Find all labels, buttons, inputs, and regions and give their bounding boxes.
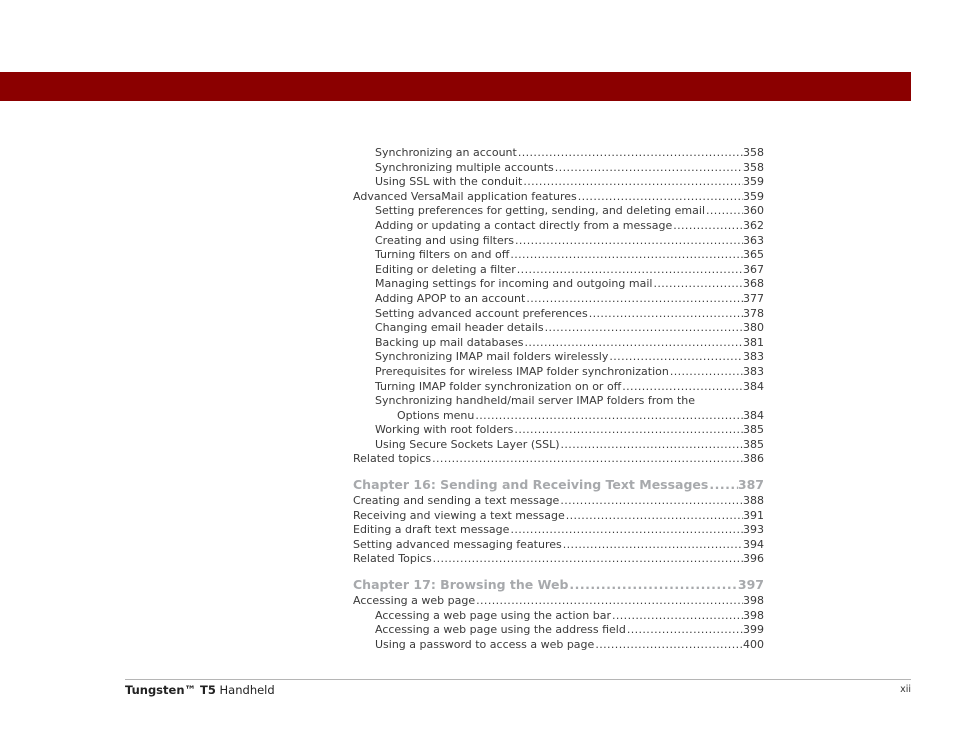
toc-entry-title: Editing or deleting a filter bbox=[375, 262, 516, 276]
toc-entry[interactable] bbox=[353, 365, 764, 380]
footer-product-bold: Tungsten™ T5 bbox=[125, 683, 216, 697]
toc-entry-title: Receiving and viewing a text message bbox=[353, 508, 565, 522]
dot-leader bbox=[516, 263, 743, 278]
toc-entry-page: 385 bbox=[743, 437, 764, 451]
toc-entry[interactable] bbox=[353, 307, 764, 322]
toc-entry-page: 398 bbox=[743, 594, 764, 608]
toc-entry-title: Synchronizing an account bbox=[375, 146, 517, 159]
toc-entry-title: Synchronizing handheld/mail server IMAP folders from the bbox=[375, 394, 696, 408]
dot-leader bbox=[525, 292, 743, 307]
dot-leader bbox=[672, 219, 743, 234]
footer-page-number: xii bbox=[900, 684, 911, 695]
toc-entry[interactable] bbox=[353, 175, 764, 190]
dot-leader bbox=[513, 423, 743, 438]
dot-leader bbox=[475, 594, 743, 609]
footer-product-name bbox=[125, 683, 275, 697]
dot-leader bbox=[708, 477, 738, 493]
table-of-contents bbox=[353, 146, 764, 652]
toc-entry[interactable] bbox=[353, 350, 764, 365]
dot-leader bbox=[705, 204, 743, 219]
toc-entry-title: Setting advanced messaging features bbox=[353, 537, 562, 551]
toc-entry[interactable] bbox=[353, 538, 764, 553]
toc-entry-page: 378 bbox=[743, 306, 764, 320]
toc-entry[interactable] bbox=[353, 552, 764, 567]
toc-entry-page: 368 bbox=[743, 277, 764, 291]
toc-entry-title: Setting preferences for getting, sending, and deleting email bbox=[375, 204, 705, 218]
toc-section-1 bbox=[353, 146, 764, 394]
chapter-17-entries bbox=[353, 594, 764, 652]
toc-entry-page: 358 bbox=[743, 160, 764, 174]
toc-entry[interactable] bbox=[353, 277, 764, 292]
dot-leader bbox=[568, 577, 738, 593]
dot-leader bbox=[611, 609, 743, 624]
toc-entry[interactable] bbox=[353, 190, 764, 205]
toc-entry-page: 388 bbox=[743, 494, 764, 508]
toc-entry-page: 391 bbox=[743, 508, 764, 522]
toc-entry-title: Adding or updating a contact directly from a message bbox=[375, 218, 673, 232]
toc-entry-page: 381 bbox=[743, 335, 764, 349]
dot-leader bbox=[621, 380, 743, 395]
toc-entry-title: Advanced VersaMail application features bbox=[353, 189, 577, 203]
toc-entry-title: Turning filters on and off bbox=[375, 248, 510, 262]
toc-entry-page: 359 bbox=[743, 189, 764, 203]
toc-entry-title: Creating and using filters bbox=[375, 233, 515, 247]
toc-entry[interactable] bbox=[353, 234, 764, 249]
toc-entry-title: Synchronizing IMAP mail folders wirelessly bbox=[375, 350, 609, 364]
toc-entry[interactable] bbox=[353, 292, 764, 307]
chapter-title: Chapter 16: Sending and Receiving Text Messages bbox=[353, 477, 709, 493]
toc-entry[interactable] bbox=[353, 380, 764, 395]
toc-entry-title: Accessing a web page using the action bar bbox=[375, 608, 611, 622]
toc-entry-title: Backing up mail databases bbox=[375, 335, 524, 349]
toc-entry-title: Changing email header details bbox=[375, 321, 544, 335]
dot-leader bbox=[431, 452, 743, 467]
toc-entry-title: Creating and sending a text message bbox=[353, 494, 560, 508]
toc-entry-title: Options menu bbox=[397, 408, 475, 422]
dot-leader bbox=[588, 307, 743, 322]
toc-entry[interactable] bbox=[353, 219, 764, 234]
chapter-16-heading[interactable] bbox=[353, 477, 764, 493]
dot-leader bbox=[554, 161, 743, 176]
toc-entry-page: 377 bbox=[743, 291, 764, 305]
toc-entry[interactable] bbox=[353, 594, 764, 609]
dot-leader bbox=[514, 234, 743, 249]
toc-entry-page: 383 bbox=[743, 364, 764, 378]
toc-entry[interactable] bbox=[353, 204, 764, 219]
header-bar bbox=[0, 72, 911, 101]
toc-entry-page: 384 bbox=[743, 379, 764, 393]
footer-rule bbox=[125, 679, 911, 680]
toc-entry-page: 380 bbox=[743, 321, 764, 335]
toc-entry-page: 396 bbox=[743, 552, 764, 566]
toc-entry-page: 365 bbox=[743, 248, 764, 262]
dot-leader bbox=[626, 623, 743, 638]
toc-entry[interactable] bbox=[353, 638, 764, 653]
chapter-title: Chapter 17: Browsing the Web bbox=[353, 577, 569, 593]
toc-entry-title: Using SSL with the conduit bbox=[375, 175, 523, 189]
toc-entry-title: Accessing a web page bbox=[353, 594, 476, 608]
toc-entry-page: 360 bbox=[743, 204, 764, 218]
toc-entry-title: Synchronizing multiple accounts bbox=[375, 160, 554, 174]
dot-leader bbox=[523, 336, 743, 351]
toc-entry-page: 383 bbox=[743, 350, 764, 364]
toc-entry[interactable] bbox=[353, 623, 764, 638]
toc-entry[interactable] bbox=[353, 423, 764, 438]
toc-entry-page: 367 bbox=[743, 262, 764, 276]
toc-entry-title: Prerequisites for wireless IMAP folder synchronization bbox=[375, 364, 669, 378]
dot-leader bbox=[559, 494, 743, 509]
dot-leader bbox=[565, 509, 743, 524]
toc-entry[interactable] bbox=[353, 146, 764, 161]
toc-entry[interactable] bbox=[353, 263, 764, 278]
toc-entry[interactable] bbox=[353, 161, 764, 176]
toc-entry-page: 384 bbox=[743, 408, 764, 422]
toc-entry[interactable] bbox=[353, 248, 764, 263]
dot-leader bbox=[669, 365, 743, 380]
chapter-16-entries bbox=[353, 494, 764, 567]
toc-entry-page: 359 bbox=[743, 175, 764, 189]
toc-entry[interactable] bbox=[353, 494, 764, 509]
toc-entry[interactable] bbox=[353, 509, 764, 524]
toc-entry[interactable] bbox=[353, 409, 764, 424]
footer-product-rest: Handheld bbox=[215, 683, 275, 697]
toc-entry-page: 394 bbox=[743, 537, 764, 551]
dot-leader bbox=[594, 638, 743, 653]
toc-entry-page: 393 bbox=[743, 523, 764, 537]
toc-entry-title: Working with root folders bbox=[375, 423, 514, 437]
toc-entry-title: Related Topics bbox=[353, 552, 432, 566]
dot-leader bbox=[560, 438, 744, 453]
toc-entry-title: Accessing a web page using the address field bbox=[375, 623, 626, 637]
dot-leader bbox=[608, 350, 743, 365]
dot-leader bbox=[509, 523, 743, 538]
toc-entry-page: 385 bbox=[743, 423, 764, 437]
toc-entry[interactable] bbox=[353, 452, 764, 467]
toc-entry-title: Using Secure Sockets Layer (SSL) bbox=[375, 437, 560, 451]
toc-entry[interactable] bbox=[353, 609, 764, 624]
toc-entry-title: Adding APOP to an account bbox=[375, 291, 526, 305]
toc-entry-title: Related topics bbox=[353, 452, 432, 466]
toc-entry-title: Editing a draft text message bbox=[353, 523, 510, 537]
toc-entry-page: 399 bbox=[743, 623, 764, 637]
toc-entry[interactable] bbox=[353, 321, 764, 336]
toc-entry-title: Managing settings for incoming and outgoing mail bbox=[375, 277, 653, 291]
dot-leader bbox=[432, 552, 743, 567]
dot-leader bbox=[509, 248, 743, 263]
dot-leader bbox=[544, 321, 743, 336]
chapter-17-heading[interactable] bbox=[353, 577, 764, 593]
toc-entry-title: Setting advanced account preferences bbox=[375, 306, 588, 320]
toc-entry[interactable] bbox=[353, 394, 764, 409]
chapter-page: 397 bbox=[737, 577, 764, 593]
toc-entry[interactable] bbox=[353, 523, 764, 538]
toc-entry-page: 362 bbox=[743, 218, 764, 232]
toc-section-2 bbox=[353, 423, 764, 467]
dot-leader bbox=[517, 146, 743, 161]
toc-entry-page: 398 bbox=[743, 608, 764, 622]
dot-leader bbox=[577, 190, 743, 205]
toc-entry-page: 400 bbox=[743, 637, 764, 651]
toc-entry-page: 358 bbox=[743, 146, 764, 159]
toc-entry[interactable] bbox=[353, 438, 764, 453]
toc-entry-page: 363 bbox=[743, 233, 764, 247]
dot-leader bbox=[474, 409, 743, 424]
chapter-page: 387 bbox=[737, 477, 764, 493]
toc-entry[interactable] bbox=[353, 336, 764, 351]
dot-leader bbox=[522, 175, 743, 190]
toc-entry-title: Using a password to access a web page bbox=[375, 637, 595, 651]
dot-leader bbox=[652, 277, 743, 292]
toc-entry-page: 386 bbox=[743, 452, 764, 466]
dot-leader bbox=[562, 538, 743, 553]
toc-entry-title: Turning IMAP folder synchronization on or off bbox=[375, 379, 622, 393]
